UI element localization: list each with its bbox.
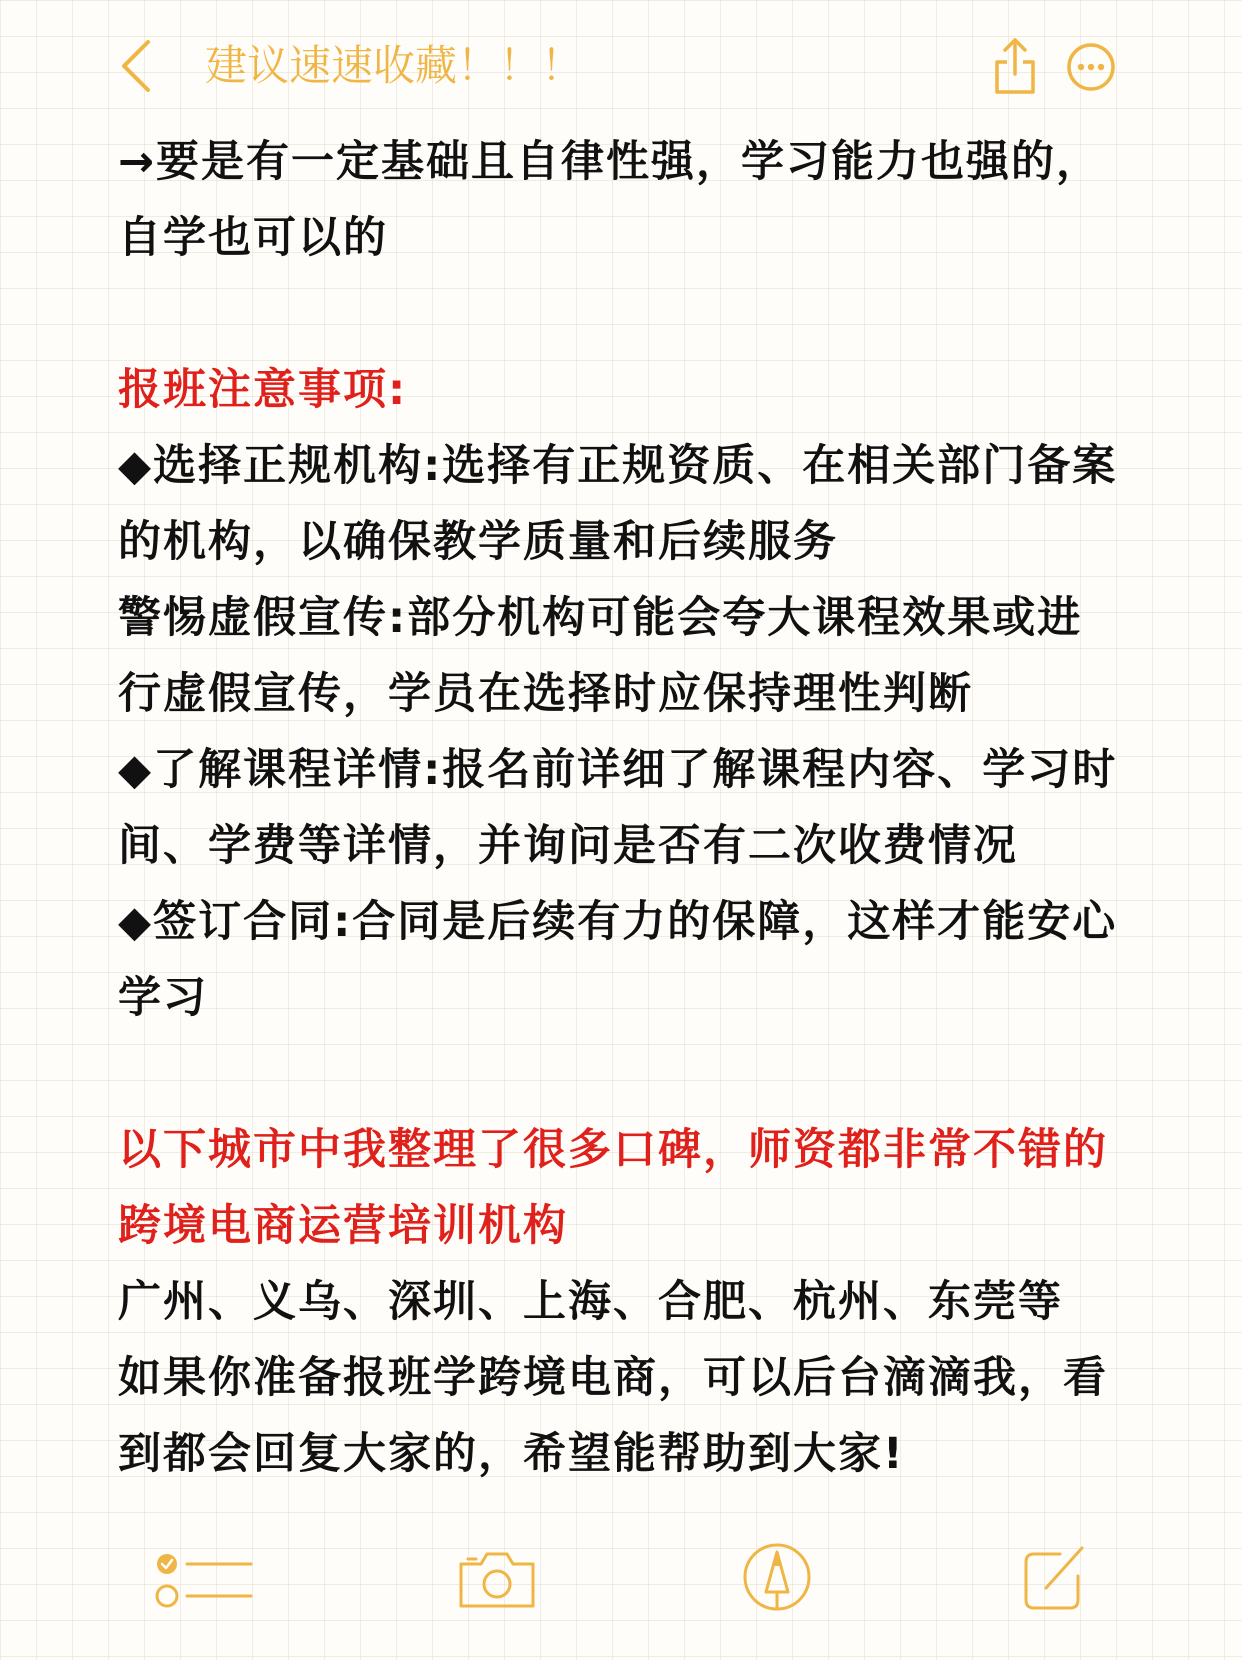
item-title: 签订合同:: [153, 897, 353, 947]
bullet-diamond: ◆: [118, 897, 154, 947]
intro-paragraph: →要是有一定基础且自律性强，学习能力也强的，自学也可以的: [118, 137, 1102, 263]
item-text: 合同是后续有力的保障，这样才能安心学习: [118, 897, 1118, 1023]
checklist-button[interactable]: [155, 1548, 255, 1612]
note-item-1: [118, 428, 1118, 580]
compose-button[interactable]: [1022, 1542, 1088, 1612]
markup-button[interactable]: [742, 1542, 812, 1612]
blank-line: [118, 1036, 1118, 1112]
more-icon: [1066, 42, 1116, 92]
note-item-4: [118, 884, 1118, 1036]
share-icon: [993, 36, 1037, 96]
checklist-icon: [155, 1548, 255, 1612]
note-title: 建议速速收藏！！！: [205, 41, 584, 90]
cities-heading: 以下城市中我整理了很多口碑，师资都非常不错的跨境电商运营培训机构: [118, 1125, 1108, 1251]
note-body[interactable]: [118, 124, 1118, 1492]
cities-list: 广州、义乌、深圳、上海、合肥、杭州、东莞等: [118, 1277, 1063, 1327]
camera-button[interactable]: [457, 1546, 537, 1612]
nav-bar: [0, 0, 1242, 130]
markup-icon: [742, 1542, 812, 1612]
bottom-toolbar: [0, 1530, 1242, 1640]
item-title: 选择正规机构:: [153, 441, 443, 491]
blank-line: [118, 276, 1118, 352]
item-text: 报名前详细了解课程内容、学习时间、学费等详情，并询问是否有二次收费情况: [118, 745, 1118, 871]
item-text: 选择有正规资质、在相关部门备案的机构，以确保教学质量和后续服务: [118, 441, 1118, 567]
note-item-3: [118, 732, 1118, 884]
item-text: 部分机构可能会夸大课程效果或进行虚假宣传，学员在选择时应保持理性判断: [118, 593, 1083, 719]
chevron-left-icon: [118, 38, 158, 94]
camera-icon: [457, 1546, 537, 1612]
back-button[interactable]: [118, 38, 158, 94]
compose-icon: [1022, 1542, 1088, 1612]
item-title: 了解课程详情:: [153, 745, 443, 795]
more-button[interactable]: [1066, 42, 1116, 92]
closing-paragraph: 如果你准备报班学跨境电商，可以后台滴滴我，看到都会回复大家的，希望能帮助到大家!: [118, 1353, 1108, 1479]
bullet-diamond: ◆: [118, 745, 154, 795]
item-title: 警惕虚假宣传:: [118, 593, 408, 643]
bullet-diamond: ◆: [118, 441, 154, 491]
share-button[interactable]: [993, 36, 1037, 96]
note-item-2: [118, 580, 1118, 732]
notes-heading: 报班注意事项:: [118, 365, 408, 415]
